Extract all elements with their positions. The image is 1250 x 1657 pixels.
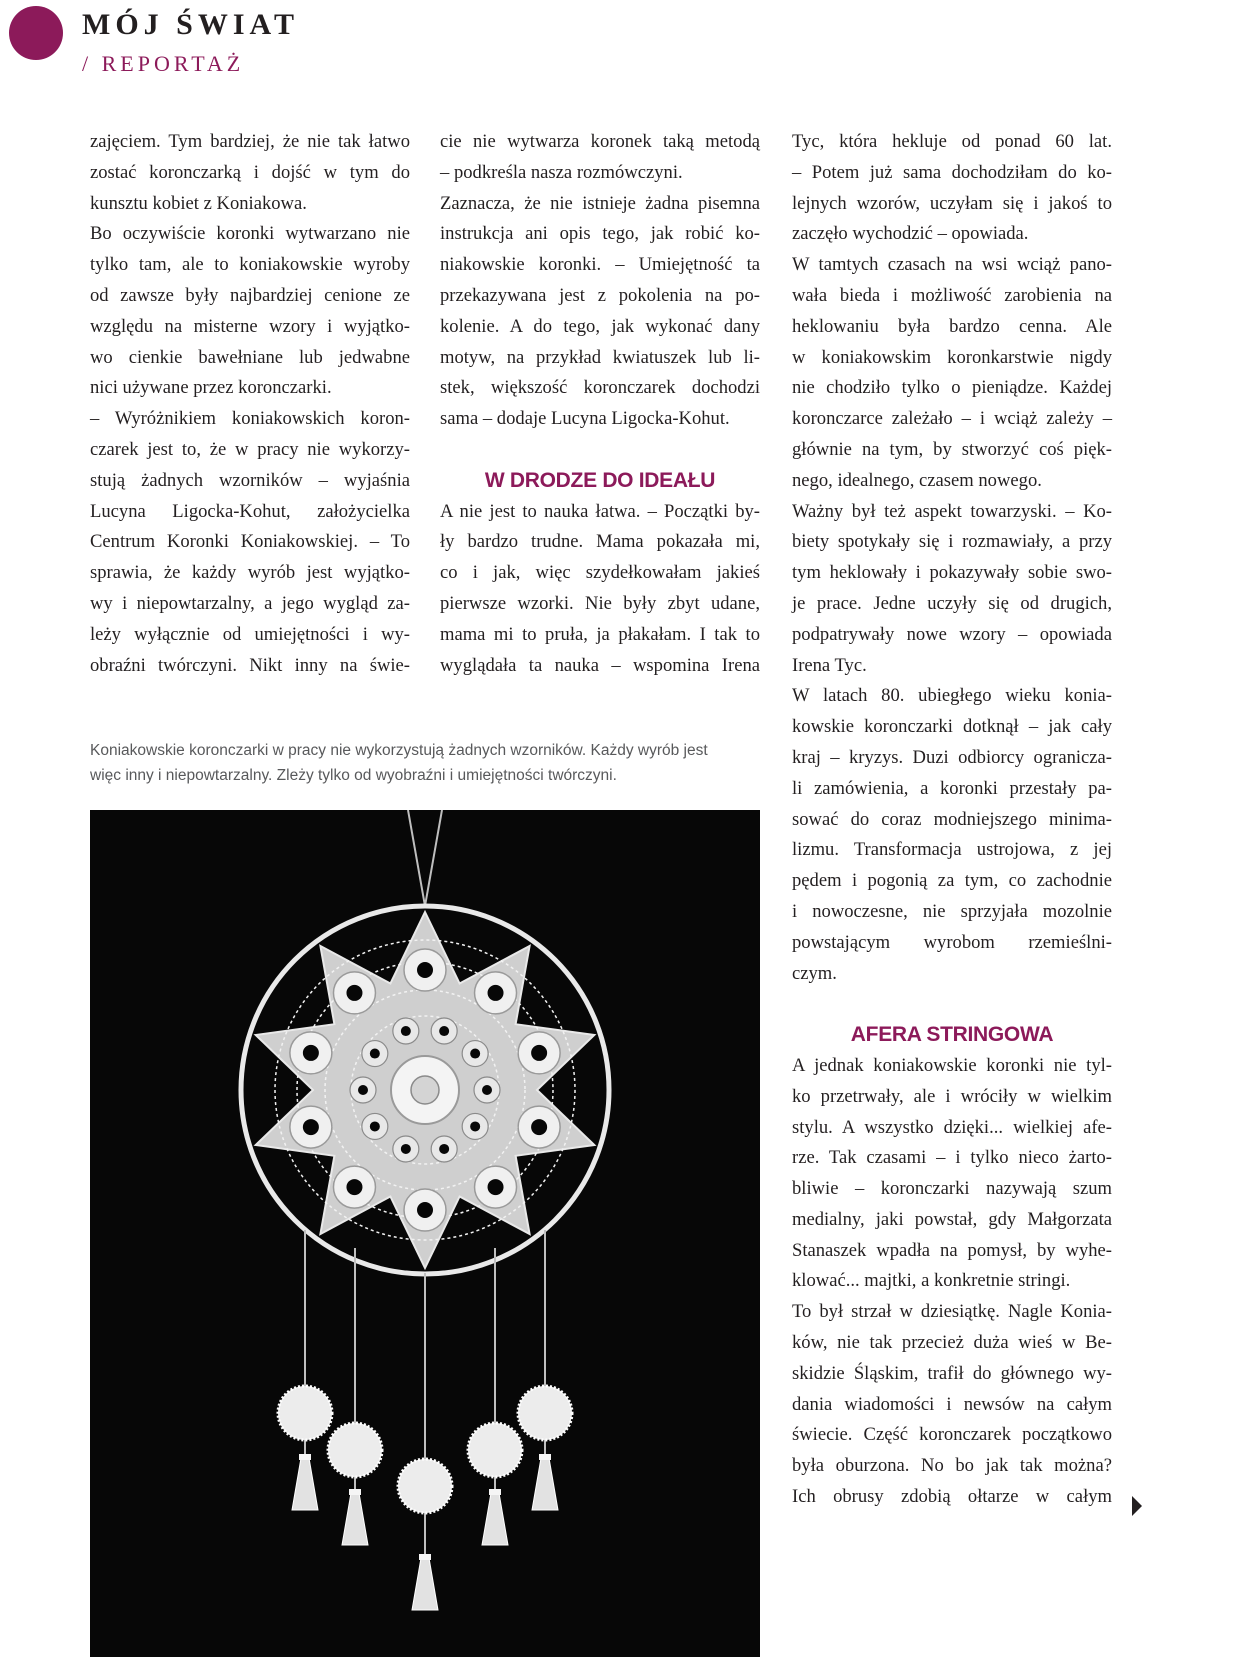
lace-medallion-hole — [531, 1119, 547, 1135]
text-line: zaczęło wychodzić – opowiada. — [792, 223, 1029, 245]
lace-medallion-hole — [439, 1144, 449, 1154]
text-line: przekazywana jest z pokolenia na po- — [440, 284, 760, 306]
lace-medallion-hole — [303, 1119, 319, 1135]
text-line: od zawsze były najbardziej cenione ze — [90, 284, 410, 306]
text-line: pierwsze wzorki. Nie były zbyt udane, — [440, 592, 760, 614]
text-line: Centrum Koronki Koniakowskiej. – To — [90, 531, 410, 553]
text-line: W latach 80. ubiegłego wieku konia- — [792, 685, 1112, 707]
text-line: zajęciem. Tym bardziej, że nie tak łatwo — [90, 131, 410, 152]
text-line: podpatrywały nowe wzory – opowiada — [792, 623, 1112, 645]
tassel — [532, 1458, 558, 1510]
section-heading: AFERA STRINGOWA — [850, 1023, 1054, 1047]
pompom — [398, 1459, 452, 1513]
text-line: – podkreśla nasza rozmówczyni. — [440, 161, 683, 183]
text-line: Ważny był też aspekt towarzyski. – Ko- — [792, 500, 1112, 522]
text-line: kraj – kryzys. Duzi odbiorcy ogranicza- — [792, 746, 1112, 768]
text-line: Zaznacza, że nie istnieje żadna pisemna — [440, 192, 760, 214]
lace-medallion-hole — [470, 1121, 480, 1131]
text-line: była oburzona. No bo jak tak można? — [792, 1455, 1112, 1477]
text-line: leży wyłącznie od umiejętności i wy- — [90, 623, 410, 645]
text-line: obraźni twórczyni. Nikt inny na świe- — [90, 654, 410, 676]
lace-medallion-hole — [470, 1049, 480, 1059]
lace-medallion-hole — [346, 985, 362, 1001]
text-line: kunsztu kobiet z Koniakowa. — [90, 192, 307, 214]
lace-medallion-hole — [303, 1045, 319, 1061]
text-line: A nie jest to nauka łatwa. – Początki by- — [440, 500, 760, 522]
text-line: instrukcja ani opis tego, jak robić ko- — [440, 223, 760, 245]
text-line: klować... majtki, a konkretnie stringi. — [792, 1270, 1071, 1292]
text-line: – Potem już sama dochodziłam do ko- — [792, 161, 1112, 183]
text-line: rze. Tak czasami – i tylko nieco żarto- — [792, 1147, 1112, 1169]
text-line: zostać koronczarką i dojść w tym do — [90, 161, 410, 183]
article-column-3 — [792, 127, 1112, 1513]
pompom — [518, 1386, 572, 1440]
continue-arrow-icon — [1132, 1496, 1142, 1516]
article-column-1 — [90, 127, 410, 681]
lace-medallion-hole — [358, 1085, 368, 1095]
text-line: wo cienkie bawełniane lub jedwabne — [90, 346, 410, 368]
text-line: Lucyna Ligocka-Kohut, założycielka — [90, 500, 410, 522]
text-line: powstającym wyrobom rzemieślni- — [792, 931, 1112, 953]
tassel — [292, 1458, 318, 1510]
text-line: wała bieda i możliwość zarobienia na — [792, 284, 1112, 306]
caption-line: więc inny i niepowtarzalny. Zleży tylko od wyobraźni i umiejętności twórczyni. — [90, 767, 617, 784]
text-line: pędem i pogonią za tym, co zachodnie — [792, 870, 1112, 892]
text-line: względu na misterne wzory i wyjątko- — [90, 315, 410, 337]
pompom — [328, 1423, 382, 1477]
photo-caption — [90, 738, 770, 788]
lace-dreamcatcher-photo — [90, 810, 760, 1657]
hanging-string — [425, 810, 442, 906]
text-line: biety spotykały się i rozmawiały, a przy — [792, 531, 1112, 553]
text-line: niakowskie koronki. – Umiejętność ta — [440, 254, 760, 276]
text-line: sprawia, że każdy wyrób jest wyjątko- — [90, 562, 410, 584]
text-line: cie nie wytwarza koronek taką metodą — [440, 131, 760, 152]
text-line: Ich obrusy zdobią ołtarze w całym — [792, 1486, 1112, 1508]
lace-medallion-hole — [346, 1179, 362, 1195]
lace-medallion-hole — [417, 1202, 433, 1218]
lace-medallion-hole — [417, 962, 433, 978]
lace-medallion-hole — [370, 1121, 380, 1131]
text-line: ko przetrwały, ale i wróciły w wielkim — [792, 1085, 1112, 1107]
text-line: Bo oczywiście koronki wytwarzano nie — [90, 223, 410, 245]
text-line: nego, idealnego, czasem nowego. — [792, 469, 1042, 491]
tassel — [482, 1493, 508, 1545]
text-line: motyw, na przykład kwiatuszek lub li- — [440, 346, 760, 368]
text-line: ły bardzo trudne. Mama pokazała mi, — [440, 531, 760, 553]
lace-medallion-hole — [488, 1179, 504, 1195]
text-line: W tamtych czasach na wsi wciąż pano- — [792, 254, 1112, 276]
tassel-knot — [299, 1454, 311, 1460]
text-line: nie chodziło tylko o pieniądze. Każdej — [792, 377, 1112, 399]
text-line: li zamówienia, a koronki przestały pa- — [792, 777, 1112, 799]
lace-medallion-hole — [401, 1026, 411, 1036]
text-line: To był strzał w dziesiątkę. Nagle Konia- — [792, 1301, 1112, 1323]
section-marker-dot — [9, 6, 63, 60]
lace-medallion-hole — [439, 1026, 449, 1036]
lace-medallion-hole — [370, 1049, 380, 1059]
text-line: świecie. Część koronczarek początkowo — [792, 1424, 1112, 1446]
text-line: czarek jest to, że w pracy nie wykorzy- — [90, 438, 410, 460]
text-line: lizmu. Transformacja ustrojowa, z jej — [792, 839, 1112, 861]
text-line: bliwie – koronczarki nazywają szum — [792, 1178, 1112, 1200]
text-line: ków, nie tak przecież duża wieś w Be- — [792, 1332, 1112, 1354]
text-line: czym. — [792, 962, 837, 984]
text-line: kolenie. A do tego, jak wykonać dany — [440, 315, 760, 337]
lace-center-core — [411, 1076, 439, 1104]
tassel-knot — [539, 1454, 551, 1460]
text-line: Irena Tyc. — [792, 654, 867, 676]
lace-medallion-hole — [482, 1085, 492, 1095]
text-line: stek, większość koronczarek dochodzi — [440, 377, 760, 399]
text-line: je prace. Jedne uczyły się od drugich, — [792, 592, 1112, 614]
text-line: Stanaszek wpadła na pomysł, by wyhe- — [792, 1239, 1112, 1261]
text-line: mama mi to pruła, ja płakałam. I tak to — [440, 623, 760, 645]
text-line: medialny, jaki powstał, gdy Małgorzata — [792, 1208, 1112, 1230]
text-line: dania wiadomości i newsów na całym — [792, 1393, 1112, 1415]
text-line: sować do coraz modniejszego minima- — [792, 808, 1112, 830]
hanging-string — [408, 810, 425, 906]
section-title: MÓJ ŚWIAT — [82, 8, 299, 41]
tassel — [412, 1558, 438, 1610]
dreamcatcher-image — [90, 810, 760, 1657]
text-line: wyglądała ta nauka – wspomina Irena — [440, 654, 760, 676]
section-subtitle: / REPORTAŻ — [82, 51, 245, 76]
tassel-knot — [349, 1489, 361, 1495]
text-line: w koniakowskim koronkarstwie nigdy — [792, 346, 1112, 368]
pompom — [468, 1423, 522, 1477]
text-line: nici używane przez koronczarki. — [90, 377, 332, 399]
tassel-knot — [489, 1489, 501, 1495]
text-line: głównie na tym, by stworzyć coś pięk- — [792, 438, 1112, 460]
text-line: Tyc, która hekluje od ponad 60 lat. — [792, 131, 1112, 152]
lace-medallion-hole — [488, 985, 504, 1001]
section-heading: W DRODZE DO IDEAŁU — [484, 468, 716, 492]
tassel — [342, 1493, 368, 1545]
text-line: A jednak koniakowskie koronki nie tyl- — [792, 1054, 1112, 1076]
text-line: stują żadnych wzorników – wyjaśnia — [90, 469, 410, 491]
text-line: stylu. A wszystko dzięki... wielkiej afe- — [792, 1116, 1112, 1138]
text-line: sama – dodaje Lucyna Ligocka-Kohut. — [440, 408, 730, 430]
pompom — [278, 1386, 332, 1440]
text-line: i nowoczesne, nie sprzyjała mozolnie — [792, 900, 1112, 922]
text-line: tylko tam, ale to koniakowskie wyroby — [90, 254, 410, 276]
text-line: koronczarce zależało – i wciąż zależy – — [792, 408, 1112, 430]
lace-medallion-hole — [401, 1144, 411, 1154]
text-line: wy i niepowtarzalny, a jego wygląd za- — [90, 592, 410, 614]
article-column-2 — [440, 127, 760, 681]
text-line: – Wyróżnikiem koniakowskich koron- — [90, 408, 410, 430]
text-line: kowskie koronczarki dotknął – jak cały — [792, 716, 1112, 738]
text-line: skidzie Śląskim, trafił do głównego wy- — [792, 1362, 1112, 1384]
tassel-knot — [419, 1554, 431, 1560]
caption-line: Koniakowskie koronczarki w pracy nie wykorzystują żadnych wzorników. Każdy wyrób jest — [90, 742, 708, 759]
text-line: lejnych wzorów, uczyłam się i jakoś to — [792, 192, 1112, 214]
text-line: tym heklowały i pokazywały sobie swo- — [792, 562, 1112, 584]
lace-medallion-hole — [531, 1045, 547, 1061]
text-line: co i jak, więc szydełkowałam jakieś — [440, 562, 760, 584]
text-line: heklowaniu była bardzo cenna. Ale — [792, 315, 1112, 337]
